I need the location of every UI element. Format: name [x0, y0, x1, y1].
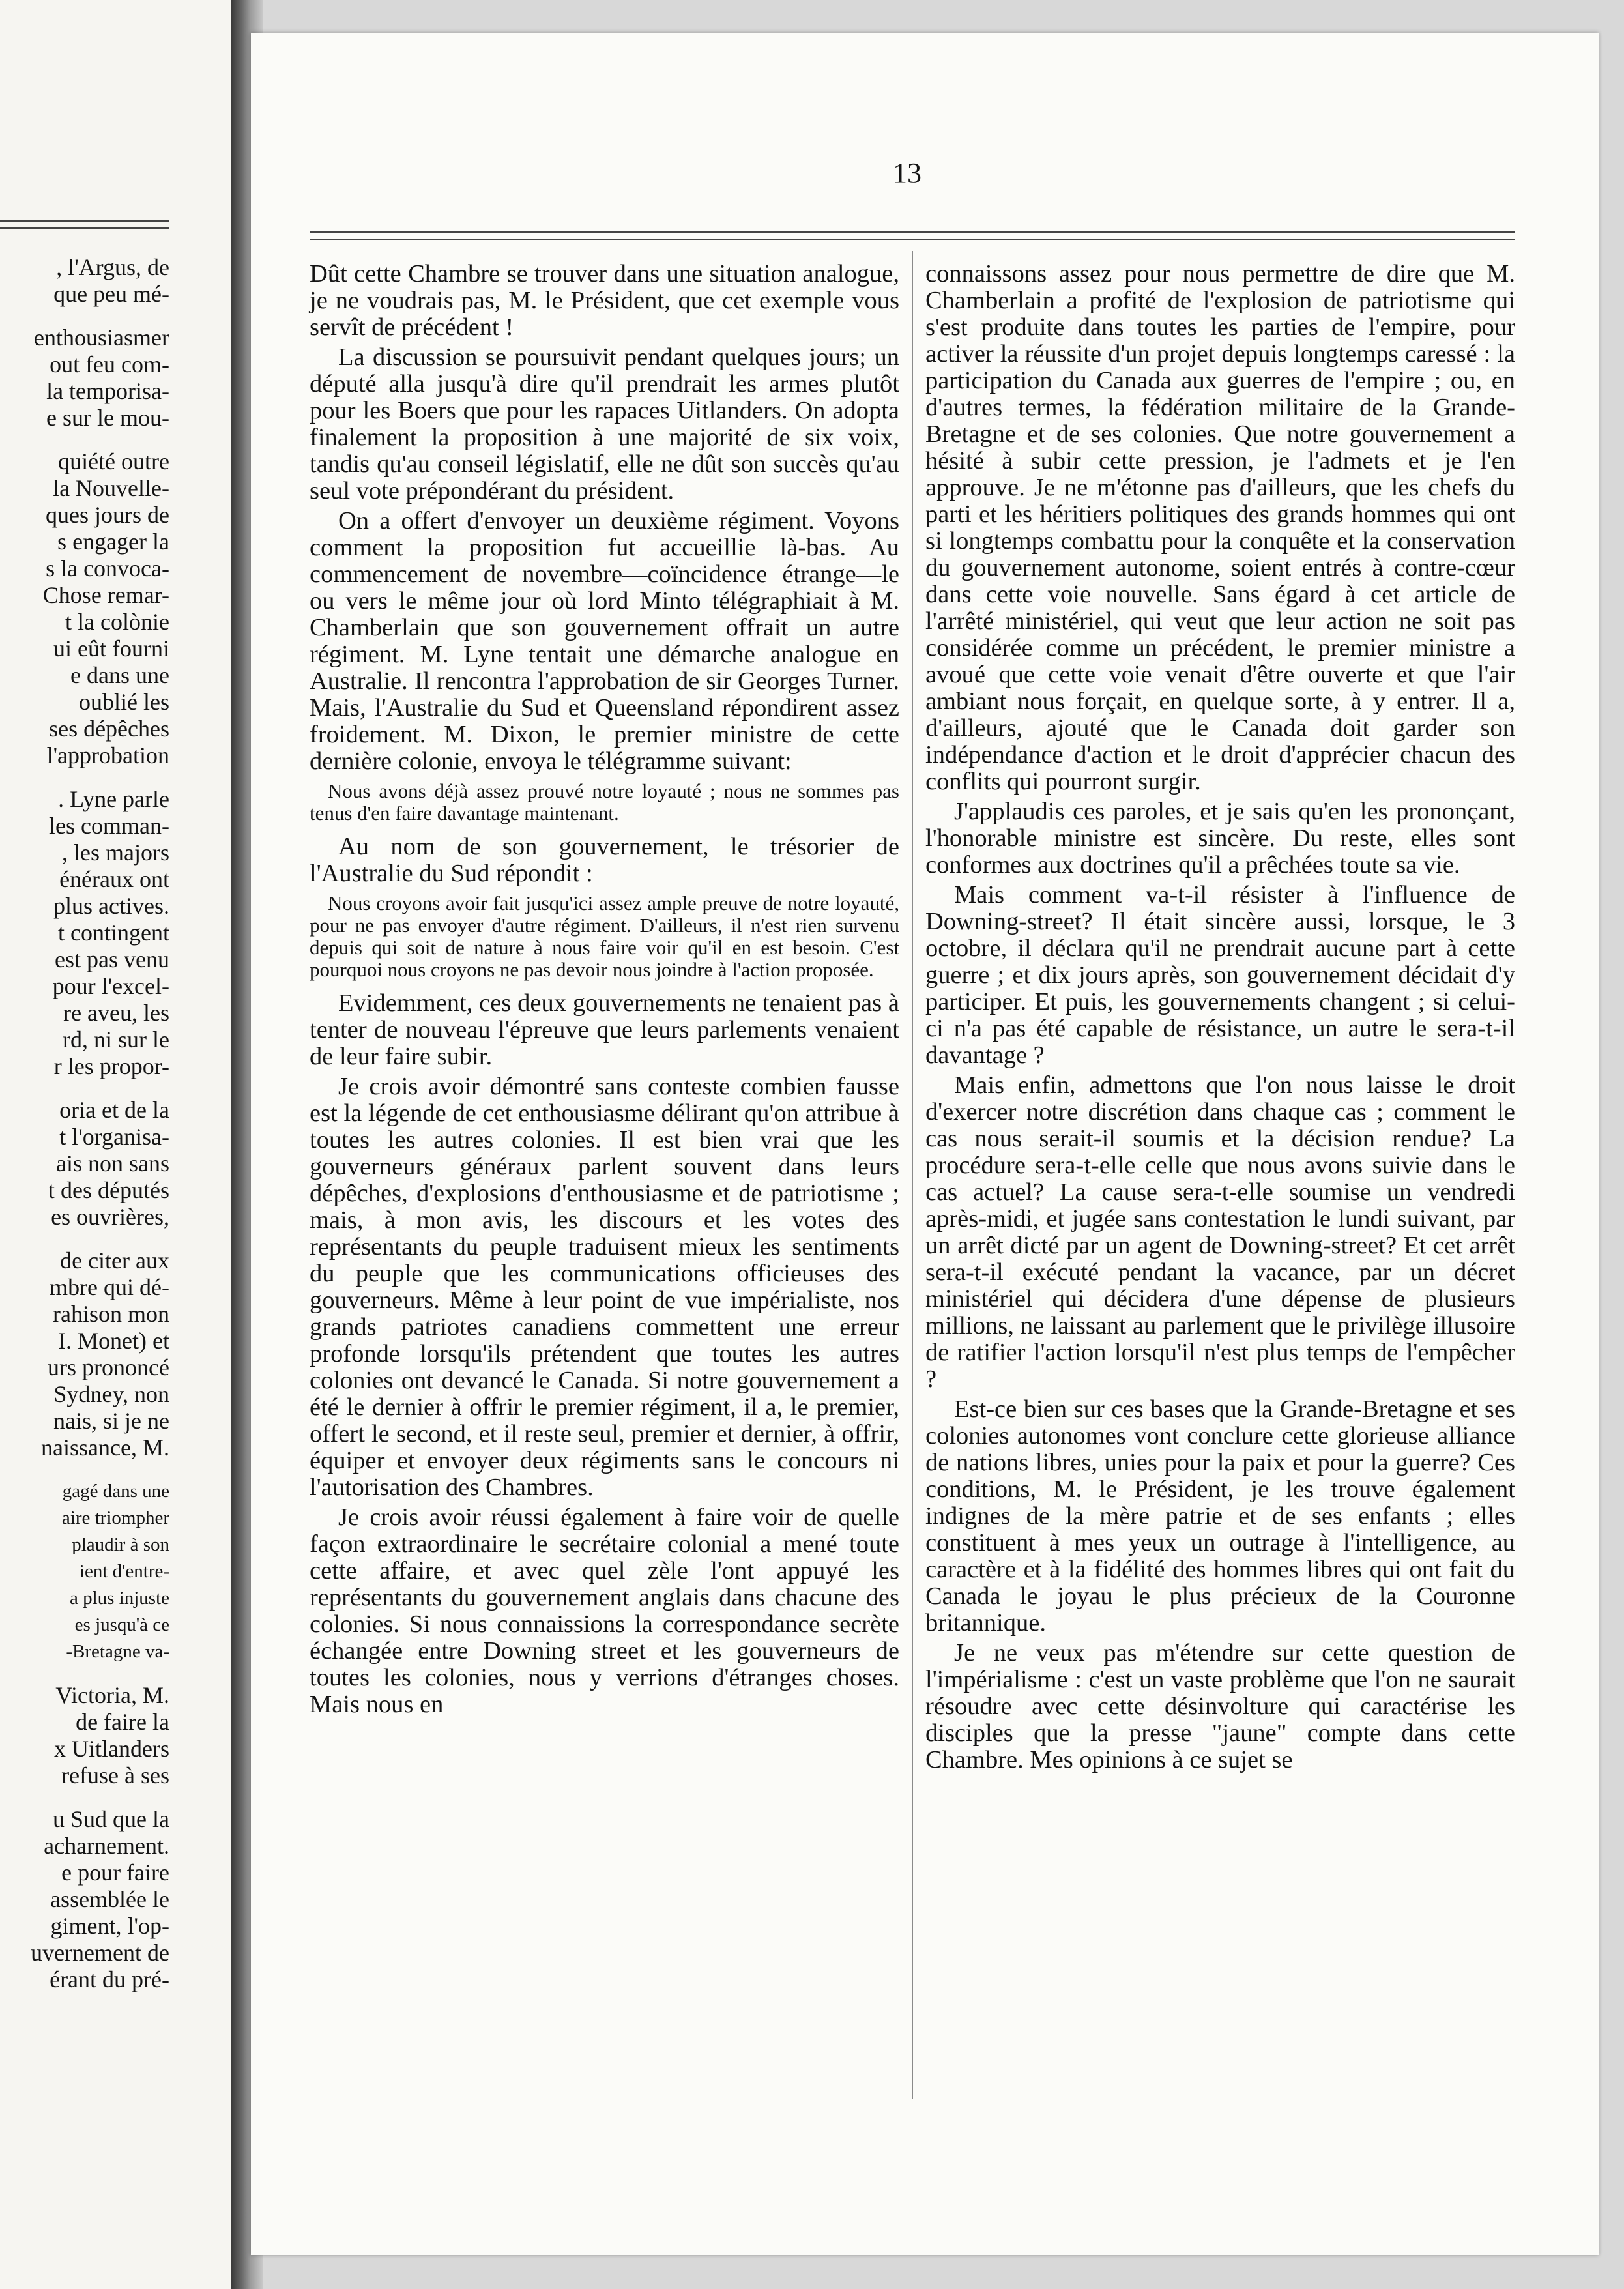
facing-page-line: es ouvrières, — [51, 1204, 169, 1230]
facing-page-line — [0, 1080, 231, 1097]
facing-page-line: ques jours de — [46, 502, 169, 528]
facing-page-line: Chose remar- — [42, 582, 169, 608]
facing-page-line: , les majors — [62, 839, 169, 866]
facing-page-line: l'approbation — [46, 742, 169, 768]
facing-page-rule — [0, 220, 169, 229]
facing-page-line: la Nouvelle- — [53, 475, 169, 501]
facing-page-line: a plus injuste — [69, 1588, 169, 1609]
facing-page-line: est pas venu — [55, 946, 169, 972]
facing-page-line: out feu com- — [50, 351, 169, 377]
facing-page-line: Sydney, non — [53, 1381, 169, 1407]
facing-page-line: t l'organisa- — [59, 1124, 169, 1150]
facing-page-line: de citer aux — [60, 1247, 169, 1274]
facing-page-line: e pour faire — [61, 1859, 169, 1886]
facing-page-line: s engager la — [57, 529, 169, 555]
paragraph: Est-ce bien sur ces bases que la Grande-Bretagne et ses colonies autonomes vont conclure cette glorieuse alliance de nations libres, unies pour la paix et pour la guerre? Ces conditions, M. le Président, je les trouve également indignes de la mère patrie et de ses enfants ; elles constituent à mes yeux un outrage à l'intelligence, au caractère et à la fidélité des hommes libres qui ont fait du Canada le joyau le plus précieux de la Couronne britannique. — [925, 1395, 1515, 1637]
facing-page-line: x Uitlanders — [54, 1736, 169, 1762]
facing-page-line — [0, 431, 231, 448]
paragraph: connaissons assez pour nous permettre de dire que M. Chamberlain a profité de l'explosion de patriotisme qui s'est produite dans toutes les parties de l'empire, pour activer la réussite d'un projet depuis longtemps caressé : la participation du Canada aux guerres de l'empire ; ou, en d'autres termes, la fédération militaire de la Grande-Bretagne et de ses colonies. Que notre gouvernement a hésité à subir cette pression, je l'admets et je l'en approuve. Je ne m'étonne pas d'ailleurs, que les chefs du parti et les héritiers politiques des grands hommes qui ont si longtemps combattu pour la conquête et la conservation du gouvernement autonome, soient entrés à contre-cœur dans cette voie nouvelle. Sans égard à cet article de l'arrêté ministériel, qui veut que leur action ne soit pas considérée comme un précédent, le premier ministre a avoué que cette voie venait d'être ouverte et que l'air ambiant nous forçait, en quelque sorte, à y entrer. Il a, d'ailleurs, ajouté que le Canada doit garder son indépendance d'action et le droit d'apprécier chacun des conflits qui pourront surgir. — [925, 260, 1515, 795]
paragraph: Je crois avoir démontré sans conteste combien fausse est la légende de cet enthousiasme délirant qu'on attribue à toutes les autres colonies. Il est bien vrai que les gouverneurs généraux parlent souvent dans leurs dépêches, d'explosions d'enthousiasme et de patriotisme ; mais, à mon avis, les discours et les votes des représentants du peuple traduisent mieux les sentiments du peuple que les communications officieuses des gouverneurs. Même à leur point de vue impérialiste, nos grands patriotes canadiens commettent une erreur profonde lorsqu'ils prétendent que toutes les autres colonies ont devancé le Canada. Si notre gouvernement a été le dernier à offrir le premier régiment, il a, le premier, offert le second, et il reste seul, premier et dernier, à offrir, équiper et envoyer deux régiments sans le concours ni l'autorisation des Chambres. — [310, 1073, 899, 1501]
facing-page-line: I. Monet) et — [58, 1328, 169, 1354]
facing-page-line: la temporisa- — [46, 378, 169, 404]
paragraph: Je ne veux pas m'étendre sur cette question de l'impérialisme : c'est un vaste problème que l'on ne saurait résoudre avec cette désinvolture qui caractérise les disciples que la presse "jaune" compte dans cette Chambre. Mes opinions à ce sujet se — [925, 1639, 1515, 1773]
facing-page-line: énéraux ont — [59, 866, 169, 892]
facing-page-line — [0, 1231, 231, 1247]
facing-page-line: , l'Argus, de — [56, 254, 169, 280]
facing-page-line: t des députés — [48, 1177, 169, 1203]
facing-page-line: refuse à ses — [61, 1762, 169, 1788]
page-number: 13 — [893, 157, 921, 189]
facing-page-line: plaudir à son — [72, 1534, 169, 1555]
facing-page-line: enthousiasmer — [34, 325, 169, 351]
facing-page-line — [0, 1789, 231, 1806]
facing-page-line: ais non sans — [56, 1150, 169, 1176]
header-rule-bottom — [310, 239, 1515, 240]
paragraph: On a offert d'envoyer un deuxième régiment. Voyons comment la proposition fut accueillie là-bas. Au commencement de novembre—coïncidence étrange—le ou vers le même jour où lord Minto télégraphiait à M. Chamberlain que son gouvernement offrait un autre régiment. M. Lyne tentait une démarche analogue en Australie. Il rencontra l'approbation de sir Georges Turner. Mais, l'Australie du Sud et Queensland répondirent assez froidement. M. Dixon, le premier ministre de cette dernière colonie, envoya le télégramme suivant: — [310, 507, 899, 775]
facing-page-line — [0, 1461, 231, 1478]
facing-page-line: e dans une — [70, 662, 169, 688]
facing-page-line: plus actives. — [53, 893, 169, 919]
facing-page-line: quiété outre — [58, 448, 169, 474]
facing-page-line: nais, si je ne — [53, 1408, 169, 1434]
paragraph: Mais comment va-t-il résister à l'influence de Downing-street? Il était sincère aussi, lorsque, le 3 octobre, il déclara qu'il ne prendrait aucune part à cette guerre ; et dix jours après, son gouvernement décidait d'y participer. Et puis, les gouvernements changent ; si celui-ci n'a pas été capable de résistance, un autre le sera-t-il davantage ? — [925, 881, 1515, 1069]
facing-page-line: acharnement. — [44, 1833, 169, 1859]
facing-page-line: mbre qui dé- — [50, 1274, 169, 1300]
paragraph: J'applaudis ces paroles, et je sais qu'en les prononçant, l'honorable ministre est sincère. Du reste, elles sont conformes aux doctrines qu'il a prêchées toute sa vie. — [925, 798, 1515, 879]
facing-page-line: ui eût fourni — [53, 635, 169, 662]
facing-page-line — [0, 769, 231, 786]
facing-page-line: t contingent — [58, 920, 169, 946]
facing-page-line: re aveu, les — [63, 1000, 169, 1026]
left-column — [310, 261, 899, 1721]
facing-page-text — [0, 254, 231, 1993]
facing-page-line: les comman- — [49, 813, 169, 839]
paragraph: Dût cette Chambre se trouver dans une situation analogue, je ne voudrais pas, M. le Président, que cet exemple vous servît de précédent ! — [310, 260, 899, 341]
facing-page-line: uvernement de — [31, 1940, 169, 1966]
facing-page-line: giment, l'op- — [50, 1913, 169, 1939]
column-divider — [912, 251, 913, 2099]
facing-page-fragment — [0, 0, 231, 2289]
facing-page-line: -Bretagne va- — [66, 1641, 169, 1662]
block-quote: Nous avons déjà assez prouvé notre loyauté ; nous ne sommes pas tenus d'en faire davantage maintenant. — [310, 780, 899, 824]
paragraph: Evidemment, ces deux gouvernements ne tenaient pas à tenter de nouveau l'épreuve que leurs parlements venaient de leur faire subir. — [310, 989, 899, 1070]
paragraph: La discussion se poursuivit pendant quelques jours; un député alla jusqu'à dire qu'il prendrait les armes plutôt pour les Boers que pour les rapaces Uitlanders. On adopta finalement la proposition à une majorité de six voix, tandis qu'au conseil législatif, elle ne dût son succès qu'au seul vote prépondérant du président. — [310, 343, 899, 504]
facing-page-line — [0, 308, 231, 325]
facing-page-line: u Sud que la — [53, 1806, 169, 1832]
facing-page-line: aire triompher — [61, 1508, 169, 1528]
facing-page-line: que peu mé- — [53, 281, 169, 307]
facing-page-line: e sur le mou- — [46, 405, 169, 431]
facing-page-line: ient d'entre- — [79, 1561, 169, 1582]
header-rule-top — [310, 231, 1515, 233]
right-column — [925, 261, 1515, 1777]
facing-page-line — [0, 1665, 231, 1682]
facing-page-line: gagé dans une — [62, 1481, 169, 1502]
facing-page-line: s la convoca- — [46, 555, 169, 581]
facing-page-line: rahison mon — [53, 1301, 169, 1327]
paragraph: Mais enfin, admettons que l'on nous laisse le droit d'exercer notre discrétion dans chaque cas ; comment le cas nous serait-il soumis et la décision rendue? La procédure sera-t-elle celle que nous avons suivie dans le cas actuel? La cause sera-t-elle soumise un vendredi après-midi, et jugée sans contestation le lundi suivant, par un arrêt dicté par un agent de Downing-street? Et cet arrêt sera-t-il exécuté pendant la vacance, par un décret ministériel qui décidera d'une dépense de plusieurs millions, ne laissant au parlement que le privilège illusoire de ratifier l'action lorsqu'il n'est plus temps de l'empêcher ? — [925, 1072, 1515, 1393]
facing-page-line: assemblée le — [50, 1886, 169, 1912]
facing-page-line: urs prononcé — [48, 1354, 169, 1380]
facing-page-line: r les propor- — [53, 1053, 169, 1079]
facing-page-line: rd, ni sur le — [63, 1027, 169, 1053]
facing-page-line: de faire la — [76, 1709, 169, 1735]
facing-page-line: . Lyne parle — [58, 786, 169, 812]
facing-page-line: ses dépêches — [49, 716, 169, 742]
facing-page-line: es jusqu'à ce — [74, 1614, 169, 1635]
paragraph: Au nom de son gouvernement, le trésorier de l'Australie du Sud répondit : — [310, 833, 899, 887]
facing-page-line: t la colònie — [65, 609, 169, 635]
facing-page-line: oria et de la — [59, 1097, 169, 1123]
facing-page-line: Victoria, M. — [55, 1682, 169, 1708]
facing-page-line: oublié les — [79, 689, 169, 715]
facing-page-line: pour l'excel- — [52, 973, 169, 999]
facing-page-line: naissance, M. — [41, 1435, 169, 1461]
facing-page-line: érant du pré- — [50, 1966, 169, 1992]
block-quote: Nous croyons avoir fait jusqu'ici assez ample preuve de notre loyauté, pour ne pas envoyer d'autre régiment. D'ailleurs, il n'est rien survenu depuis qui soit de nature à nous faire voir qu'il en est besoin. C'est pourquoi nous croyons ne pas devoir nous joindre à l'action proposée. — [310, 892, 899, 981]
paragraph: Je crois avoir réussi également à faire voir de quelle façon extraordinaire le secrétaire colonial a mené toute cette affaire, et avec quel zèle l'ont appuyé les représentants du gouvernement anglais dans chacune des colonies. Si nous connaissions la correspondance secrète échangée entre Downing street et les gouverneurs de toutes les colonies, nous y verrions d'étranges choses. Mais nous en — [310, 1504, 899, 1718]
